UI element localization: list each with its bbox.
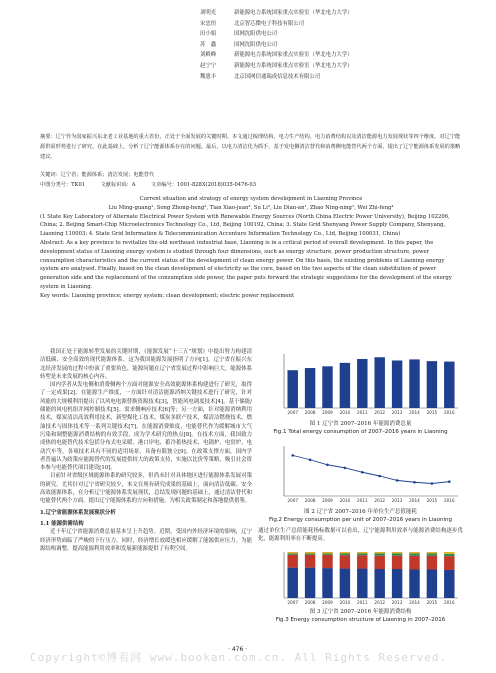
x-tick-label: 2008 bbox=[304, 599, 316, 605]
en-affiliations: (1 State Key Laboratory of Alternate Electrical Power System with Renewable Energy Sources (North China Electric Power University), Beijing 102206, China; 2. Beijing Smart-Chip Microelectronics Technology Co., Ltd, Beijing 100192, China; 3. State Grid Shenyang Power Supply Company, Shenyang, Liaoning 110003; 4. State Grid Information & Telecommunication Accenture Information Technology Co., Ltd, Beijing 100031, China) bbox=[40, 213, 450, 238]
figure-3 bbox=[258, 548, 463, 624]
stacked-bar-segment bbox=[305, 553, 315, 554]
x-tick-label: 2009 bbox=[322, 599, 333, 605]
stacked-bar-segment bbox=[287, 567, 297, 597]
stacked-bar-segment bbox=[427, 555, 437, 569]
stacked-bar-segment bbox=[374, 569, 384, 598]
x-tick-label: 2014 bbox=[409, 599, 420, 605]
body-paragraph: 我国正处于能源转型发展的关键时期，《能源发展“十三五”规划》中提出努力构建清洁低碳、安全高效的现代能源体系。这为我国能源发展指明了方向[1]。辽宁省在振兴东北经济发展的过程中扮演了重要角色，能源问题在辽宁省发展过程中影响巨大，能源体系转型是未来发展的核心内容。 bbox=[40, 349, 252, 380]
x-tick-label: 2013 bbox=[391, 410, 403, 415]
author-name: 魏恩丰 bbox=[200, 73, 217, 80]
author-affiliation: 国网沈阳供电公司 bbox=[234, 31, 278, 38]
author-name: 刘明光 bbox=[200, 10, 217, 16]
stacked-bar-segment bbox=[444, 552, 454, 554]
point bbox=[396, 479, 399, 482]
author-affiliation: 新能源电力系统国家重点实验室（华北电力大学） bbox=[234, 10, 353, 16]
en-keywords: Key words: Liaoning province; energy system; clean development; electric power replacement bbox=[40, 292, 295, 299]
x-tick-label: 2010 bbox=[339, 498, 351, 503]
bar bbox=[357, 359, 367, 408]
author-affiliation: 新能源电力系统国家重点实验室（华北电力大学） bbox=[234, 52, 353, 59]
fig1-caption-en: Fig.1 Total energy consumption of 2007–2016 years in Liaoning bbox=[273, 429, 448, 435]
bar bbox=[444, 362, 454, 408]
author-row bbox=[200, 29, 480, 40]
stacked-bar-segment bbox=[392, 553, 402, 555]
stacked-bar-segment bbox=[322, 568, 332, 598]
x-tick-label: 2012 bbox=[374, 498, 386, 503]
en-title: Current situation and strategy of energy system development in Liaoning Province bbox=[139, 196, 363, 202]
stacked-bar-segment bbox=[392, 555, 402, 568]
stacked-bar-segment bbox=[287, 554, 297, 567]
x-tick-label: 2008 bbox=[304, 410, 316, 415]
author-affiliation: 北京智芯微电子科技有限公司 bbox=[234, 20, 305, 27]
x-tick-label: 2016 bbox=[443, 410, 455, 415]
x-tick-label: 2008 bbox=[304, 498, 316, 503]
author-row bbox=[200, 61, 480, 72]
x-tick-label: 2007 bbox=[287, 599, 299, 605]
author-row bbox=[200, 8, 480, 19]
stacked-bar-segment bbox=[427, 552, 437, 553]
stacked-bar-segment bbox=[322, 552, 332, 553]
x-tick-label: 2015 bbox=[426, 410, 438, 415]
body-paragraph: 近十年辽宁省能源消费总量基本呈上升趋势。近期，受国内外经济环境的影响，辽宁经济形势面临了严峻的下行压力。同时，经济增长放缓也相应缓解了能源供应压力。为能源结构调整，提高能源利用效率和发展新能源提供了有利空间。 bbox=[40, 529, 252, 552]
stacked-bar-segment bbox=[305, 554, 315, 567]
x-tick-label: 2011 bbox=[356, 410, 368, 415]
x-tick-label: 2015 bbox=[426, 498, 438, 503]
x-tick-label: 2011 bbox=[356, 599, 368, 605]
bar bbox=[374, 357, 384, 408]
stacked-bar-segment bbox=[392, 569, 402, 598]
x-tick-label: 2009 bbox=[322, 498, 333, 503]
stacked-bar-segment bbox=[305, 567, 315, 597]
x-tick-label: 2007 bbox=[287, 410, 299, 415]
point bbox=[291, 454, 294, 457]
author-row bbox=[200, 72, 480, 83]
point bbox=[448, 480, 451, 483]
stacked-bar-segment bbox=[427, 553, 437, 555]
x-tick-label: 2013 bbox=[391, 498, 403, 503]
body-paragraph: 国内学者从发电侧和消费侧两个方面对能源安全高效能源体系构建进行了研究，取得了一定成果[2]。在能源生产维度，一方面针对清洁能源消纳关键技术进行了研究，针对风能的大规模利用提出了以风电电源替换资源技术[3]，智能风电调度技术[4]，基于储能/储能的风电机组并网控制技术[5]。需求侧响应技术[6]等；另一方面，针对能源消纳利用技术，煤炭清洁高效利用技术，新型煤化工技术，煤炭多联产技术，煤清洁燃烧技术，燃油技术与固体技术等一系列关键技术[7]。在能源消费维度，电能替代作为缓解城市大气污染和调整能源消费结构的有效手段，成为学术研究的热点[8]。在技术方面，我国致力成热的电能替代技术包括分布式电采暖、港口岸电、蓄冷蓄热技术、电锅炉、电窑炉、电动汽车等，各项技术具有不同的适用场景，具备有限独立[9]。在政策支撑方面，国内学者普遍认为政策应能源替代的发展提供较大的政策支持，实施以比价等策略，吸引社会资本参与电能替代项目建设[10]。 bbox=[40, 382, 252, 472]
x-tick-label: 2012 bbox=[374, 410, 386, 415]
bar bbox=[340, 363, 350, 408]
point bbox=[309, 458, 312, 461]
point bbox=[378, 475, 381, 478]
body-paragraph: 目前针对省级区域能源体系的研究较多，但尚未针对具体地区进行能源体系发展对策的研究。尤其针对辽宁省研究较少，本文在现有研究成果的基础上，面向清洁低碳、安全高效能源体系，在分析辽宁能源体系发展现状，总结发现问题的基础上，通过清洁替代和电能替代两个方面，提出辽宁能源体系的方向和措施。为相关政策制定和落地提供借鉴。 bbox=[40, 473, 252, 505]
x-tick-label: 2012 bbox=[374, 599, 386, 605]
x-tick-label: 2013 bbox=[391, 599, 403, 605]
bar bbox=[409, 359, 419, 408]
point bbox=[344, 467, 347, 470]
x-tick-label: 2016 bbox=[443, 599, 455, 605]
stacked-bar-segment bbox=[322, 554, 332, 567]
author-row bbox=[200, 19, 480, 30]
en-authors: Liu Ming-guang¹, Song Zhong-heng², Tian Xiao-juan³, Su Li³, Liu Dian-an¹, Zhao Ning-ning¹, Wei Zhi-feng⁴ bbox=[108, 204, 394, 211]
author-list bbox=[200, 8, 480, 82]
x-tick-label: 2014 bbox=[409, 410, 420, 415]
point bbox=[361, 471, 364, 474]
stacked-bar-segment bbox=[409, 553, 419, 555]
stacked-bar-segment bbox=[409, 555, 419, 569]
x-tick-label: 2007 bbox=[287, 498, 299, 503]
stacked-bar-segment bbox=[305, 552, 315, 553]
stacked-bar-segment bbox=[340, 568, 350, 597]
stacked-bar-segment bbox=[340, 553, 350, 555]
stacked-bar-segment bbox=[357, 552, 367, 553]
stacked-bar-segment bbox=[287, 552, 297, 553]
abstract-zh-text: 摘要：辽宁作为国家振兴东北老工业基地的重大省份，正处于全面发展的关键时期。本文通过梳理结构，电力生产结构、电力消费结构以及清洁能源电力发展现状等四个维度，对辽宁能源供需形势进行了研究。在此基础上，分析了辽宁能源体系存在的问题。最后，以电力清洁化为抓手，基于发电侧清洁替代和消费侧电能替代两个方面，提出了辽宁能源体系发展的策略建议。 bbox=[40, 134, 461, 161]
author-name: 苏 鑫 bbox=[200, 41, 217, 48]
fig2-caption-en: Fig.2 Energy consumption per unit of 2007–2016 years in Liaoning bbox=[269, 517, 452, 523]
bar bbox=[322, 366, 332, 408]
stacked-bar-segment bbox=[374, 552, 384, 553]
english-block bbox=[40, 195, 462, 301]
page-number: · 476 · bbox=[228, 646, 248, 653]
x-tick-label: 2010 bbox=[339, 599, 351, 605]
keywords-zh: 关键词：辽宁省；能源体系；清洁发展；电能替代 bbox=[40, 172, 155, 178]
bar bbox=[287, 370, 297, 408]
author-row bbox=[200, 40, 480, 51]
author-affiliation: 北京国网信通瑞成信息技术有限公司 bbox=[234, 73, 321, 80]
subsection-heading: 1.1 能源供需结构 bbox=[40, 520, 84, 527]
fig1-caption-zh: 图 1 辽宁省 2007–2016 年能源消费总量 bbox=[309, 421, 412, 427]
stacked-bar-segment bbox=[444, 570, 454, 598]
figure-2 bbox=[258, 440, 463, 524]
stacked-bar-segment bbox=[427, 569, 437, 598]
author-name: 刘殿峰 bbox=[200, 52, 217, 59]
stacked-bar-segment bbox=[287, 553, 297, 554]
stacked-bar-segment bbox=[357, 555, 367, 568]
en-abstract: Abstract: As a key province to revitalize the old northeast industrial base, Liaoning is in a critical period of overall development. In this paper, the development status of Liaoning energy system is studied through four dimensions, such as energy structure, power production structure, power consumption characteristics and the current status of the development of clean energy power. On this basis, the existing problems of Liaoning energy system are analysed. Finally, based on the clean development of electricity as the core, based on the two aspects of the clean substitution of power generation side and the replacement of the consumption side power, the paper puts forward the strategic suggestions for the development of the energy system in Liaoning. bbox=[40, 239, 452, 290]
stacked-bar-segment bbox=[357, 568, 367, 597]
bar bbox=[305, 368, 315, 408]
author-name: 赵宁宁 bbox=[200, 62, 217, 69]
stacked-bar-segment bbox=[357, 553, 367, 555]
x-tick-label: 2011 bbox=[356, 498, 368, 503]
stacked-bar-segment bbox=[409, 569, 419, 598]
meta-zh bbox=[40, 170, 462, 190]
bar bbox=[427, 361, 437, 408]
x-tick-label: 2015 bbox=[426, 599, 438, 605]
body-paragraph-right: 通过单位生产总值能耗指标数据可以看出，辽宁能源利用效率与能源消费结构逐步优化，能源利用率在不断提高。 bbox=[258, 528, 463, 543]
author-name: 宋忠恒 bbox=[200, 20, 217, 27]
bar bbox=[392, 360, 402, 408]
stacked-bar-segment bbox=[322, 553, 332, 554]
abstract-zh bbox=[40, 132, 462, 163]
series-line bbox=[293, 455, 450, 483]
fig2-caption-zh: 图 2 辽宁省 2007–2016 年单位生产总值能耗 bbox=[304, 509, 417, 515]
stacked-bar-segment bbox=[392, 552, 402, 553]
stacked-bar-segment bbox=[340, 552, 350, 553]
point bbox=[431, 482, 434, 485]
author-row bbox=[200, 50, 480, 61]
author-name: 田小娟 bbox=[200, 31, 217, 38]
stacked-bar-segment bbox=[444, 556, 454, 570]
fig1-chart bbox=[258, 348, 463, 420]
copyright-watermark: Copyright©博看网 www.bookan.com.cn. All Rights Reserved. bbox=[30, 651, 448, 664]
fig2-chart bbox=[258, 440, 463, 508]
body-left-column bbox=[40, 348, 252, 553]
stacked-bar-segment bbox=[374, 555, 384, 568]
x-tick-label: 2009 bbox=[322, 410, 333, 415]
stacked-bar-segment bbox=[340, 555, 350, 568]
fig3-chart bbox=[258, 548, 463, 608]
x-tick-label: 2014 bbox=[409, 498, 420, 503]
section-heading: 1.辽宁省能源体系发展现状分析 bbox=[40, 509, 116, 516]
fig3-caption-zh: 图 3 辽宁省 2007–2016 年能源消费结构 bbox=[309, 608, 412, 615]
point bbox=[413, 481, 416, 484]
stacked-bar-segment bbox=[444, 553, 454, 555]
x-tick-label: 2016 bbox=[443, 498, 455, 503]
point bbox=[326, 463, 329, 466]
author-affiliation: 国网沈阳供电公司 bbox=[234, 41, 278, 48]
x-tick-label: 2010 bbox=[339, 410, 351, 415]
body-right-column bbox=[258, 348, 463, 624]
fig3-caption-en: Fig.3 Energy consumption structure of Liaoning in 2007–2016 bbox=[275, 616, 446, 623]
figure-1 bbox=[258, 348, 463, 436]
stacked-bar-segment bbox=[374, 553, 384, 555]
author-affiliation: 新能源电力系统国家重点实验室（华北电力大学） bbox=[234, 62, 353, 69]
classification-zh: 中图分类号：TK01 文献标识码：A 文章编号：1001-828X(2018)035-0476-03 bbox=[40, 182, 257, 188]
stacked-bar-segment bbox=[409, 552, 419, 553]
